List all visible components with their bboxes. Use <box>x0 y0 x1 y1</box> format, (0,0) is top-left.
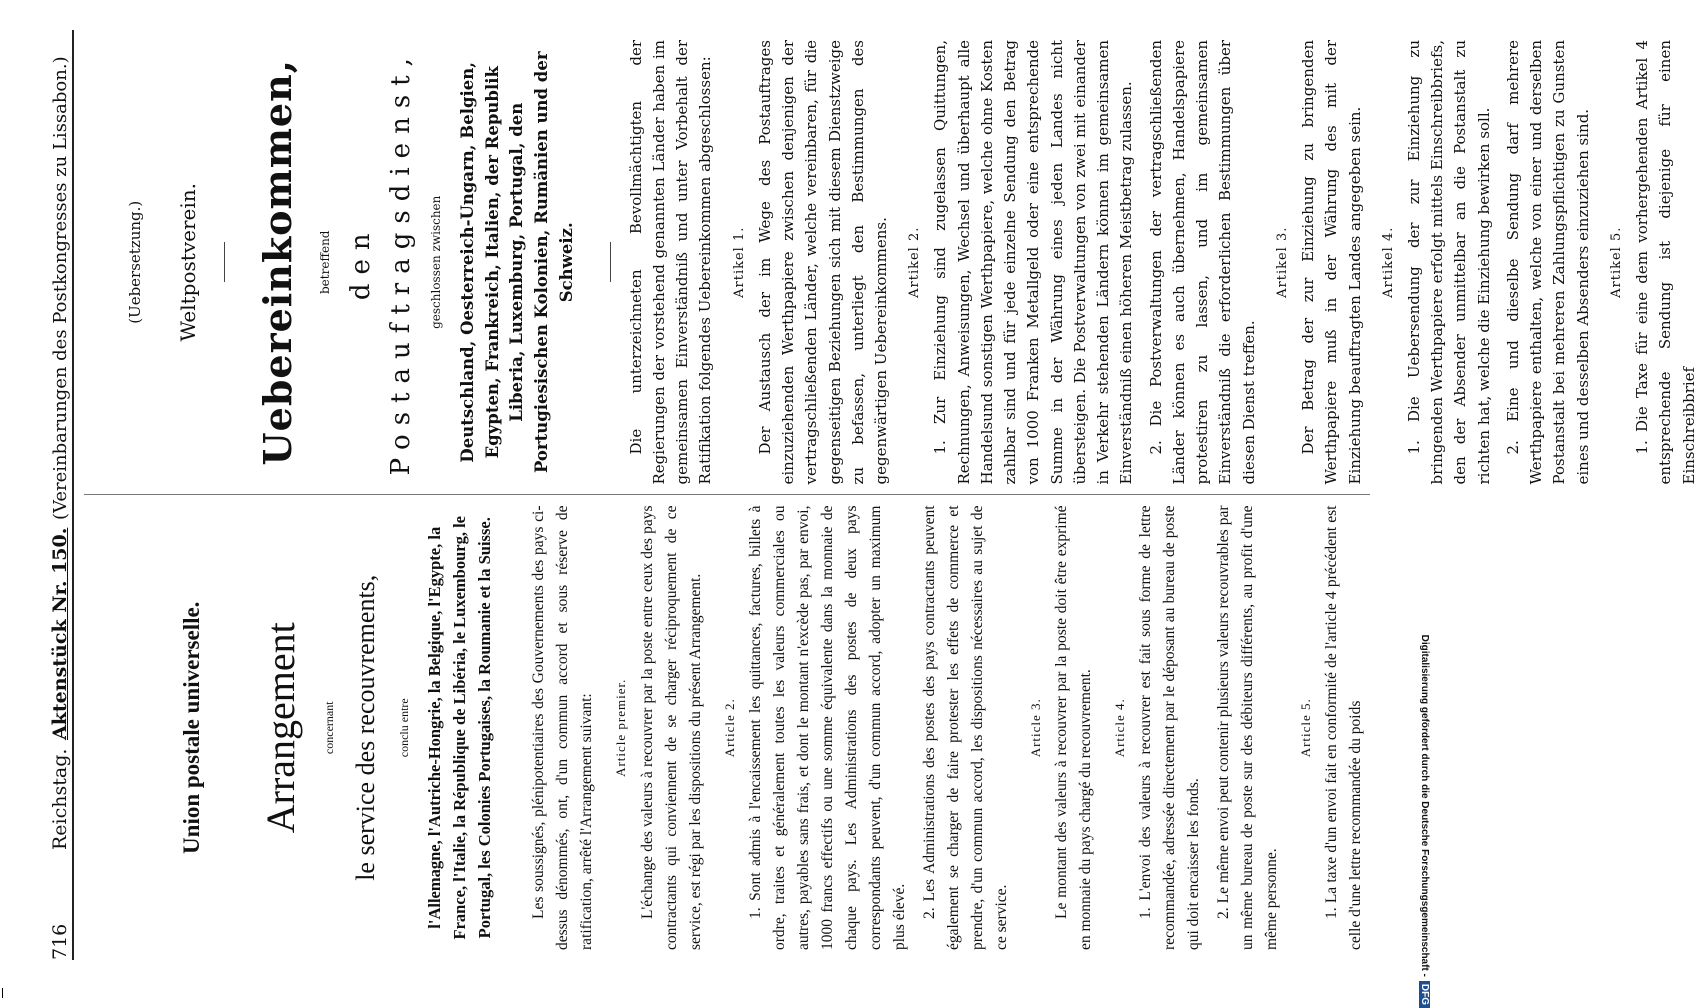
french-article-5-1: 1. La taxe d'un envoi fait en conformité de l'article 4 précédent est celle d'une lettre recommandée du poids <box>1323 505 1365 950</box>
german-article-1: Der Austausch der im Wege des Postauftrages einzuziehenden Werthpapiere zwischen denjenigen der vertragschließenden Länder, welche vereinbaren, für die gegenseitigen Beziehungen sich mit diesem Dienstzweige zu befassen, unterliegt den Bestimmungen des gegenwärtigen Uebereinkommens. <box>755 40 891 485</box>
french-parties: l'Allemagne, l'Autriche-Hongrie, la Belgique, l'Egypte, la France, l'Italie, la République de Libéria, le Luxembourg, le Portugal, les Colonies Portugaises, la Roumanie et la Suisse. <box>425 516 494 940</box>
german-preamble: Die unterzeichneten Bevollmächtigten der Regierungen der vorstehend genannten Länder haben im gemeinsamen Einverständniß und unter Vorbehalt der Ratifikation folgendes Uebereinkommen abgeschlossen: <box>626 40 715 485</box>
french-article-2-title: Article 2. <box>721 698 737 758</box>
geschlossen-label: geschlossen zwischen <box>429 195 444 329</box>
union-heading: Union postale universelle. <box>179 601 204 854</box>
dienst-heading: den Postauftragsdienst, <box>345 49 417 476</box>
german-article-5-1: 1. Die Taxe für eine dem vorhergehenden Artikel 4 entsprechende Sendung ist diejenige für einen Einschreibbrief <box>1633 40 1698 485</box>
aktenstueck-label: Aktenstück Nr. 150. <box>49 527 71 740</box>
german-article-2-1: 1. Zur Einziehung sind zugelassen Quittungen, Rechnungen, Anweisungen, Wechsel und überhaupt alle Handelsund sonstigen Werthpapiere, welche ohne Kosten zahlbar sind und für jede einzelne Sendung den Betrag von 1000 Franken Metallgeld oder eine entsprechende Summe in der Währung eines jeden Landes nicht übersteigen. Die Postverwaltungen von zwei mit einander in Verkehr stehenden Ländern können im gemeinsamen Einverständniß einen höheren Meistbetrag zulassen. <box>931 40 1136 485</box>
german-article-4-title: Artikel 4. <box>1380 226 1396 298</box>
german-article-2-2: 2. Die Postverwaltungen der vertragschließenden Länder können es auch übernehmen, Handelspapiere protestiren zu lassen, und im gemeinsamen Einverständniß die erforderlichen Bestimmungen über diesen Dienst treffen. <box>1146 40 1258 485</box>
parties-rule <box>610 242 611 282</box>
german-article-4-2: 2. Eine und dieselbe Sendung darf mehrere Werthpapiere enthalten, welche von einer und derselben Postanstalt bei mehreren Zahlungspflichtigen zu Gunsten eines und desselben Absenders einzuziehen sind. <box>1503 40 1592 485</box>
german-article-2-title: Artikel 2. <box>907 226 923 298</box>
german-column <box>84 30 1698 496</box>
page-header <box>40 30 80 960</box>
conclu-label: conclu entre <box>396 698 411 758</box>
french-article-3: Le montant des valeurs à recouvrer par la poste doit être exprimé en monnaie du pays chargé du recouvrement. <box>1053 505 1095 950</box>
french-article-1-title: Article premier. <box>613 678 629 777</box>
french-article-2-2: 2. Les Administrations des postes des pays contractants peuvent également se charger de faire protester les effets de commerce et prendre, d'un commun accord, les dispositions nécessaires au sujet de ce service. <box>920 505 1010 950</box>
german-article-3: Der Betrag der zur Einziehung zu bringenden Werthpapiere muß in der Währung des mit der Einziehung beauftragten Landes angegeben sein. <box>1299 40 1364 485</box>
french-article-3-title: Article 3. <box>1027 698 1043 758</box>
german-parties: Deutschland, Oesterreich-Ungarn, Belgien, Egypten, Frankreich, Italien, der Republik Liberia, Luxemburg, Portugal, den Portugiesischen Kolonien, Rumänien und der Schweiz. <box>457 51 576 474</box>
scan-mark <box>2 988 3 998</box>
concernant-label: concernant <box>321 701 336 755</box>
french-article-4-1: 1. L'envoi des valeurs à recouvrer est fait sous forme de lettre recommandée, adressée directement par le déposant au bureau de poste qui doit encaisser les fonds. <box>1137 505 1203 950</box>
service-heading: le service des recouvrements, <box>351 574 381 881</box>
french-column <box>84 496 1370 961</box>
french-article-5-title: Article 5. <box>1298 698 1314 758</box>
french-article-4-title: Article 4. <box>1112 698 1128 758</box>
french-article-1: L'échange des valeurs à recouvrer par la poste entre ceux des pays contractants qui conviennent de se charger réciproquement de ce service, est régi par les dispositions du présent Arrangement. <box>638 505 704 950</box>
french-preamble: Les soussignés, plénipotentiaires des Gouvernements des pays ci-dessus dénommés, ont, d'un commun accord et sous réserve de ratification, arrêté l'Arrangement suivant: <box>530 505 596 950</box>
german-article-4-1: 1. Die Uebersendung der zur Einziehung zu bringenden Werthpapiere erfolgt mittels Einschreibbriefs, den der Absender unmittelbar an die Postanstalt zu richten hat, welche die Einziehung bewirken soll. <box>1404 40 1493 485</box>
french-article-4-2: 2. Le même envoi peut contenir plusieurs valeurs recouvrables par un même bureau de poste sur des débiteurs différents, au profit d'une même personne. <box>1215 505 1281 950</box>
title-rule <box>224 242 225 282</box>
digitization-credit <box>1406 0 1430 1005</box>
credit-text: Digitalisierung gefördert durch die Deutsche Forschungsgemeinschaft - <box>1419 634 1430 977</box>
german-article-1-title: Artikel 1. <box>731 226 747 298</box>
header-rule <box>72 30 74 960</box>
arrangement-title: Arrangement <box>257 622 303 834</box>
german-article-3-title: Artikel 3. <box>1274 226 1290 298</box>
reichstag-label: Reichstag. <box>49 748 71 850</box>
german-article-5-title: Artikel 5. <box>1608 226 1624 298</box>
verein-heading: Weltpostverein. <box>176 183 201 342</box>
page-number: 716 <box>49 923 71 960</box>
uebersetzung-label: (Uebersetzung.) <box>126 200 144 324</box>
header-subtitle: (Vereinbarungen des Postkongresses zu Lissabon.) <box>49 56 71 520</box>
uebereinkommen-title: Uebereinkommen, <box>255 59 301 466</box>
betreffend-label: betreffend <box>318 230 333 294</box>
dfg-badge: DFG <box>1419 981 1430 1008</box>
french-article-2-1: 1. Sont admis à l'encaissement les quittances, factures, billets à ordre, traites et généralement toutes les valeurs commerciales ou autres, payables sans frais, et dont le montant n'excède pas, par envoi, 1000 francs effectifs ou une somme équivalente dans la monnaie de chaque pays. Les Administrations des postes de deux pays correspondants peuvent, d'un commun accord, adopter un maximum plus élevé. <box>746 505 908 950</box>
